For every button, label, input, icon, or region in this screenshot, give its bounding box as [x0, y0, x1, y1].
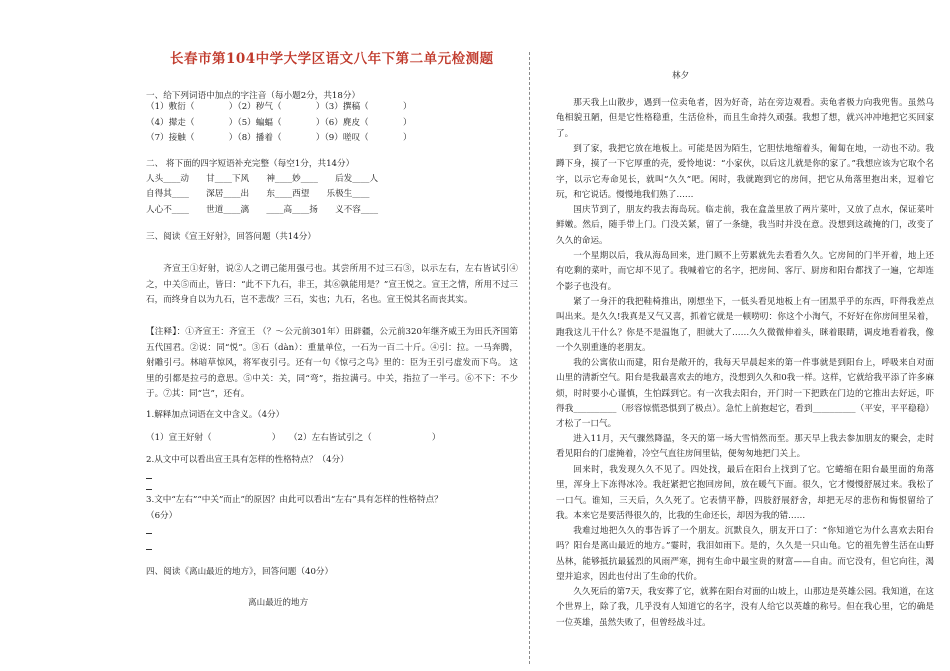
article-paragraph: 国庆节到了，朋友约我去海岛玩。临走前，我在盒盖里放了两片菜叶，又放了点水，保证菜叶鲜嫩。然后，随手带上门。门没关紧，留了一条缝，我当时并没在意。没想到这疏掩的门，改变了久久的命运。: [556, 205, 934, 246]
question-1-answers: （1）宣王好射（ ） （2）左右皆试引之（ ）: [146, 433, 441, 443]
section2-row: 人心不____ 世道____漓 ____高____扬 义不容____: [146, 205, 379, 215]
answer-line: [146, 489, 152, 490]
column-divider: [529, 52, 530, 664]
section2-row: 自得其____ 深居____出 东____西望 乐极生____: [146, 189, 370, 199]
section3-heading: 三、阅读《宣王好射》，回答问题（共14分）: [146, 232, 316, 242]
article-paragraph: 进入11月，天气骤然降温，冬天的第一场大雪悄然而至。那天早上我去参加朋友的聚会，走时看见阳台的门虚掩着，冷空气直往房间里钻，便匆匆地把门关上。: [556, 434, 934, 460]
section1-row: （4）撵走（ ）（5）蝙蝠（ ）（6）麂皮（ ）: [146, 118, 412, 128]
article-paragraph: 到了家，我把它放在地板上。可能是因为陌生，它胆怯地缩着头，匍匐在地，一动也不动。我蹲下身，摸了一下它厚重的壳，爱怜地说：“小家伙，以后这儿就是你的家了。”我想应该为它取个名字，以示它寿命见长，就叫“久久”吧。闲时，我就跑到它的房间，把它从角落里抱出来，逗着它玩，和它说话。慢慢地我们熟了……: [556, 144, 934, 200]
article-author: 林夕: [672, 71, 690, 81]
page-title: 长春市第104中学大学区语文八年下第二单元检测题: [170, 51, 494, 67]
question-1: 1.解释加点词语在文中含义。（4分）: [146, 410, 285, 420]
article-title: 离山最近的地方: [248, 598, 309, 608]
section4-heading: 四、阅读《离山最近的地方》，回答问题（40分）: [146, 567, 334, 577]
answer-line: [146, 549, 152, 550]
passage-text: 齐宣王①好射，说②人之谓己能用强弓也。其尝所用不过三石③，以示左右，左右皆试引④之，中关⑤而止，皆曰：“此不下九石，非王，其⑥孰能用是？”宣王悦之。宣王之情，所用不过三石，而终身自以为九石，岂不悲哉？三石，实也；九石，名也。宣王悦其名而丧其实。: [146, 264, 518, 305]
article-paragraph: 回来时，我发现久久不见了。四处找，最后在阳台上找到了它。它蜷缩在阳台最里面的角落里，浑身上下冻得冰冷。我赶紧把它抱回房间，放在暖气下面。很久，它才慢慢舒展过来。我松了一口气。谁知，三天后，久久死了。它表情平静，四肢舒展舒舍，却把无尽的悲伤和悔恨留给了我。本来它是要活得很久的，比我的生命还长，却因为我的错……: [556, 465, 934, 521]
section1-heading: 一、给下列词语中加点的字注音（每小题2分，共18分）: [146, 91, 361, 101]
section2-row: 人头____动 甘____下风 神____妙____ 后发____人: [146, 174, 379, 184]
article-paragraph: 久久死后的第7天，我安葬了它，就葬在阳台对面的山坡上，山那边是英雄公园。我知道，在这个世界上，除了我，几乎没有人知道它的名字，没有人给它以英雄的称号。但在我心里，它的确是一位英雄，虽然失败了，但曾经战斗过。: [556, 587, 934, 628]
annotation-text: 【注释】：①齐宣王：齐宣王 （？～公元前301年）田辟疆，公元前320年继齐威王为田氏齐国第五代国君。②说：同“悦”。③石（dàn）：重量单位，一石为一百二十斤。④引：拉。一马奔腾，射雕引弓。林暗草惊风，将军夜引弓。还有一句《惊弓之鸟》里的：臣为王引弓虚发而下鸟。 这里的引都是拉弓的意思。⑤中关：关，同“弯”，指拉满弓。中关，指拉了一半弓。⑥不下：不少于。⑦其：同“岂”，还有。: [146, 327, 518, 399]
question-3: 3.文中“左右”“中关”而止”的原因？由此可以看出“左右”具有怎样的性格特点？: [146, 495, 443, 505]
section1-row: （7）接触（ ）（8）播着（ ）（9）嗟叹（ ）: [146, 133, 412, 143]
article-paragraph: 我难过地把久久的事告诉了一个朋友。沉默良久，朋友开口了：“你知道它为什么喜欢去阳台吗？阳台是离山最近的地方。”霎时，我泪如雨下。是的，久久是一只山龟。它的祖先曾生活在山野丛林，能够抵抗最猛烈的风雨严寒，拥有生命中最宝贵的财富——自由。而它没有，但它向往，渴望并追求，因此也付出了生命的代价。: [556, 526, 934, 582]
question-2: 2.从文中可以看出宣王具有怎样的性格特点？（4分）: [146, 455, 349, 465]
article-paragraph: 那天我上山散步，遇到一位卖龟者，因为好奇，站在旁边观看。卖龟者极力向我兜售。虽然乌龟相貌丑陋，但是它性格稳重，生活俭朴，而且生命持久顽强。我想了想，就兴冲冲地把它买回家了。: [556, 98, 934, 139]
answer-line: [146, 478, 152, 479]
section2-heading: 二、 将下面的四字短语补充完整（每空1分，共14分）: [146, 159, 355, 169]
article-paragraph: 我的公寓依山而建，阳台是敞开的，我每天早晨起来的第一件事就是到阳台上，呼吸来自对面山里的清新空气。阳台是我最喜欢去的地方，没想到久久和0我一样。这样，它就给我平添了许多麻烦，时时要小心谨慎，生怕踩到它。有一次我去阳台，开门时一下把跌在门边的它推出去好远，吓得我__________（形容惊慌恐惧到了极点）。急忙上前抱起它，看到__________（平安，平平稳稳）才松了一口气。: [556, 358, 934, 430]
answer-line: [146, 533, 152, 534]
article-paragraph: 一个星期以后，我从海岛回来，进门顾不上劳累就先去看看久久。它房间的门半开着，地上还有吃剩的菜叶，而它却不见了。我喊着它的名字，把房间、客厅、厨房和阳台都找了一遍，它却连个影子也没有。: [556, 251, 934, 292]
section1-row: （1）敷衍（ ）（2）秽气（ ）（3）撰稿（ ）: [146, 102, 412, 112]
article-paragraph: 紧了一身汗的我把鞋椅推出，刚想坐下，一低头看见地板上有一团黑乎乎的东西，吓得我差点叫出来。是久久!我真是又气又喜，抓着它就是一顿唠叨：你这个小淘气，不好好在你房间里呆着，跑我这儿干什么？你是不是温饱了，胆就大了……久久微微伸着头，眯着眼睛，调皮地看着我，像一个久别重逢的老朋友。: [556, 297, 934, 353]
question-3-score: （6分）: [146, 511, 178, 521]
